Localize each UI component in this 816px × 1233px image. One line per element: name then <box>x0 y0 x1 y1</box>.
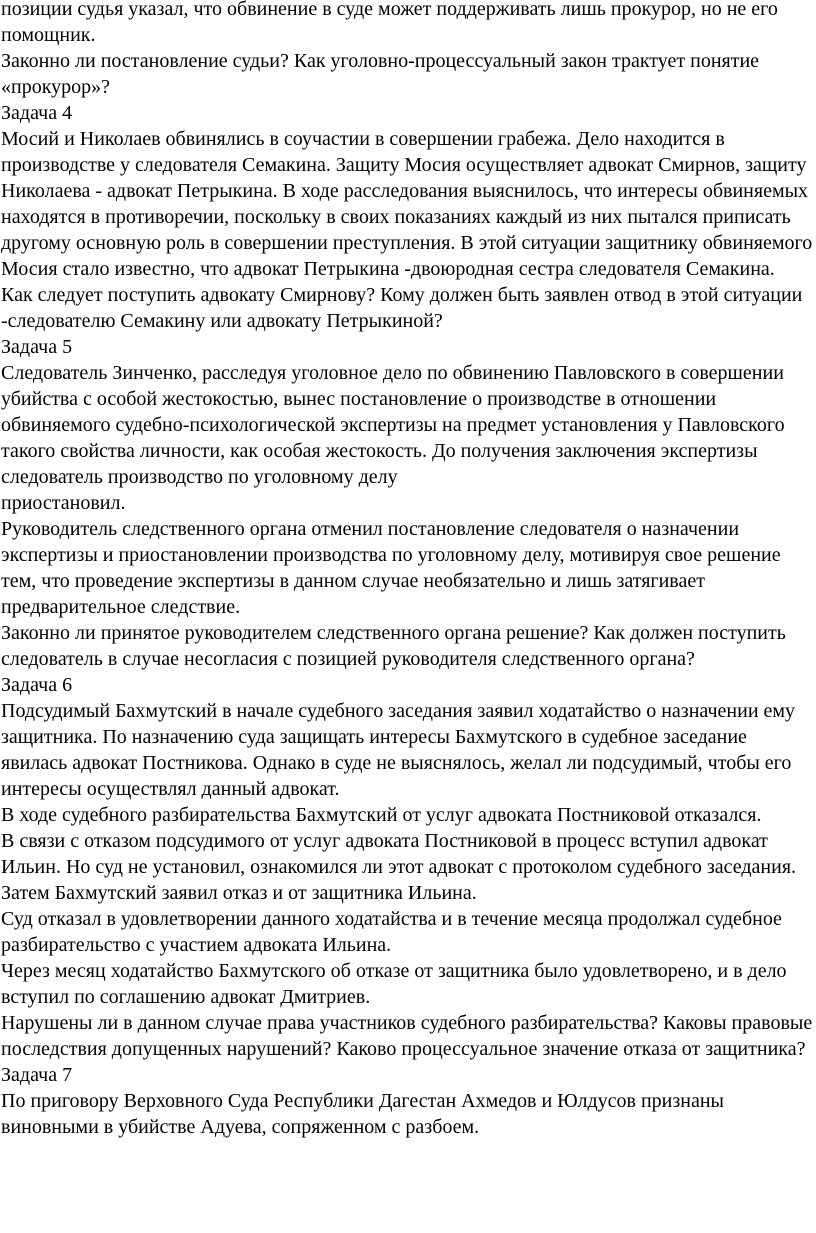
task-6-paragraph-1: Подсудимый Бахмутский в начале судебного заседания заявил ходатайство о назначении ему защитника. По назначению суда защищать интересы Бахмутского в судебное заседание явилась адвокат Постникова. Однако в суде не выяснялось, желал ли подсудимый, чтобы его интересы осуществлял данный адвокат. <box>1 700 796 800</box>
task-6-paragraph-6: Через месяц ходатайство Бахмутского об отказе от защитника было удовлетворено, и в дело вступил по соглашению адвокат Дмитриев. <box>1 960 787 1008</box>
task-6-paragraph-4: Затем Бахмутский заявил отказ и от защитника Ильина. <box>1 882 477 904</box>
task-6-heading: Задача 6 <box>1 674 73 696</box>
task-5-paragraph-2: приостановил. <box>1 492 126 514</box>
task-6-paragraph-5: Суд отказал в удовлетворении данного ходатайства и в течение месяца продолжал судебное разбирательство с участием адвоката Ильина. <box>1 908 782 956</box>
task-6-question: Нарушены ли в данном случае права участников судебного разбирательства? Каковы правовые последствия допущенных нарушений? Каково процессуальное значение отказа от защитника? <box>1 1012 813 1060</box>
task-7-heading: Задача 7 <box>1 1064 73 1086</box>
task-6-paragraph-3: В связи с отказом подсудимого от услуг адвоката Постниковой в процесс вступил адвокат Ильин. Но суд не установил, ознакомился ли этот адвокат с протоколом судебного заседания. <box>1 830 797 878</box>
intro-paragraph-1: позиции судья указал, что обвинение в суде может поддерживать лишь прокурор, но не его помощник. <box>1 0 778 46</box>
task-7-paragraph-1: По приговору Верховного Суда Республики Дагестан Ахмедов и Юлдусов признаны виновными в убийстве Адуева, сопряженном с разбоем. <box>1 1090 724 1138</box>
task-5-question: Законно ли принятое руководителем следственного органа решение? Как должен поступить следователь в случае несогласия с позицией руководителя следственного органа? <box>1 622 786 670</box>
task-5-heading: Задача 5 <box>1 336 73 358</box>
task-5-paragraph-1: Следователь Зинченко, расследуя уголовное дело по обвинению Павловского в совершении убийства с особой жестокостью, вынес постановление о производстве в отношении обвиняемого судебно-психологической экспертизы на предмет установления у Павловского такого свойства личности, как особая жестокость. До получения заключения экспертизы следователь производство по уголовному делу <box>1 362 785 488</box>
task-6-paragraph-2: В ходе судебного разбирательства Бахмутский от услуг адвоката Постниковой отказался. <box>1 804 762 826</box>
intro-question: Законно ли постановление судьи? Как уголовно-процессуальный закон трактует понятие «прокурор»? <box>1 50 760 98</box>
task-5-paragraph-3: Руководитель следственного органа отменил постановление следователя о назначении экспертизы и приостановлении производства по уголовному делу, мотивируя свое решение тем, что проведение экспертизы в данном случае необязательно и лишь затягивает предварительное следствие. <box>1 518 781 618</box>
task-4-paragraph-1: Мосий и Николаев обвинялись в соучастии в совершении грабежа. Дело находится в производстве у следователя Семакина. Защиту Мосия осуществляет адвокат Смирнов, защиту Николаева - адвокат Петрыкина. В ходе расследования выяснилось, что интересы обвиняемых находятся в противоречии, поскольку в своих показаниях каждый из них пытался приписать другому основную роль в совершении преступления. В этой ситуации защитнику обвиняемого Мосия стало известно, что адвокат Петрыкина -двоюродная сестра следователя Семакина. <box>1 128 813 280</box>
task-4-heading: Задача 4 <box>1 102 73 124</box>
task-4-question: Как следует поступить адвокату Смирнову? Кому должен быть заявлен отвод в этой ситуации -следователю Семакину или адвокату Петрыкиной? <box>1 284 803 332</box>
